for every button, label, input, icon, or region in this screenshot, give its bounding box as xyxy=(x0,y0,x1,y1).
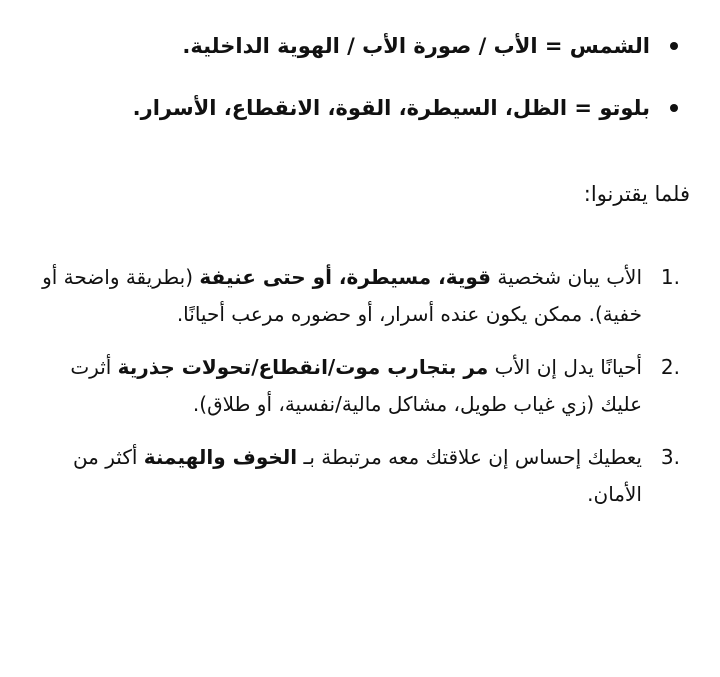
item-number: 2. xyxy=(660,355,680,379)
item-text: أكثر من الأمان. xyxy=(72,445,642,506)
numbered-item-2 xyxy=(40,349,680,423)
item-text: (بطريقة واضحة أو خفية). ممكن يكون عنده أسرار، أو حضوره مرعب أحيانًا. xyxy=(42,265,642,326)
item-number: 3. xyxy=(660,445,680,469)
item-bold-text: الخوف والهيمنة xyxy=(143,445,298,469)
item-bold-text: قوية، مسيطرة، أو حتى عنيفة xyxy=(199,265,491,289)
summary-bullet-list xyxy=(38,30,678,154)
item-text: الأب يبان شخصية xyxy=(490,265,642,289)
item-text: أثرت عليك (زي غياب طويل، مشاكل مالية/نفسية، أو طلاق). xyxy=(70,355,642,416)
numbered-item-3 xyxy=(40,439,680,513)
numbered-item-1 xyxy=(40,259,680,333)
item-text: أحيانًا يدل إن الأب xyxy=(488,355,642,379)
bullet-text: الشمس = الأب / صورة الأب / الهوية الداخلية. xyxy=(182,34,650,58)
bullet-dot-icon xyxy=(670,104,678,112)
bullet-item-pluto xyxy=(38,92,678,124)
item-text: يعطيك إحساس إن علاقتك معه مرتبطة بـ xyxy=(297,445,642,469)
numbered-list xyxy=(40,259,680,529)
bullet-dot-icon xyxy=(670,42,678,50)
bullet-text: بلوتو = الظل، السيطرة، القوة، الانقطاع، الأسرار. xyxy=(132,96,650,120)
item-number: 1. xyxy=(660,265,680,289)
bullet-item-sun xyxy=(38,30,678,62)
intro-text: فلما يقترنوا: xyxy=(583,182,690,206)
item-bold-text: مر بتجارب موت/انقطاع/تحولات جذرية xyxy=(117,355,489,379)
